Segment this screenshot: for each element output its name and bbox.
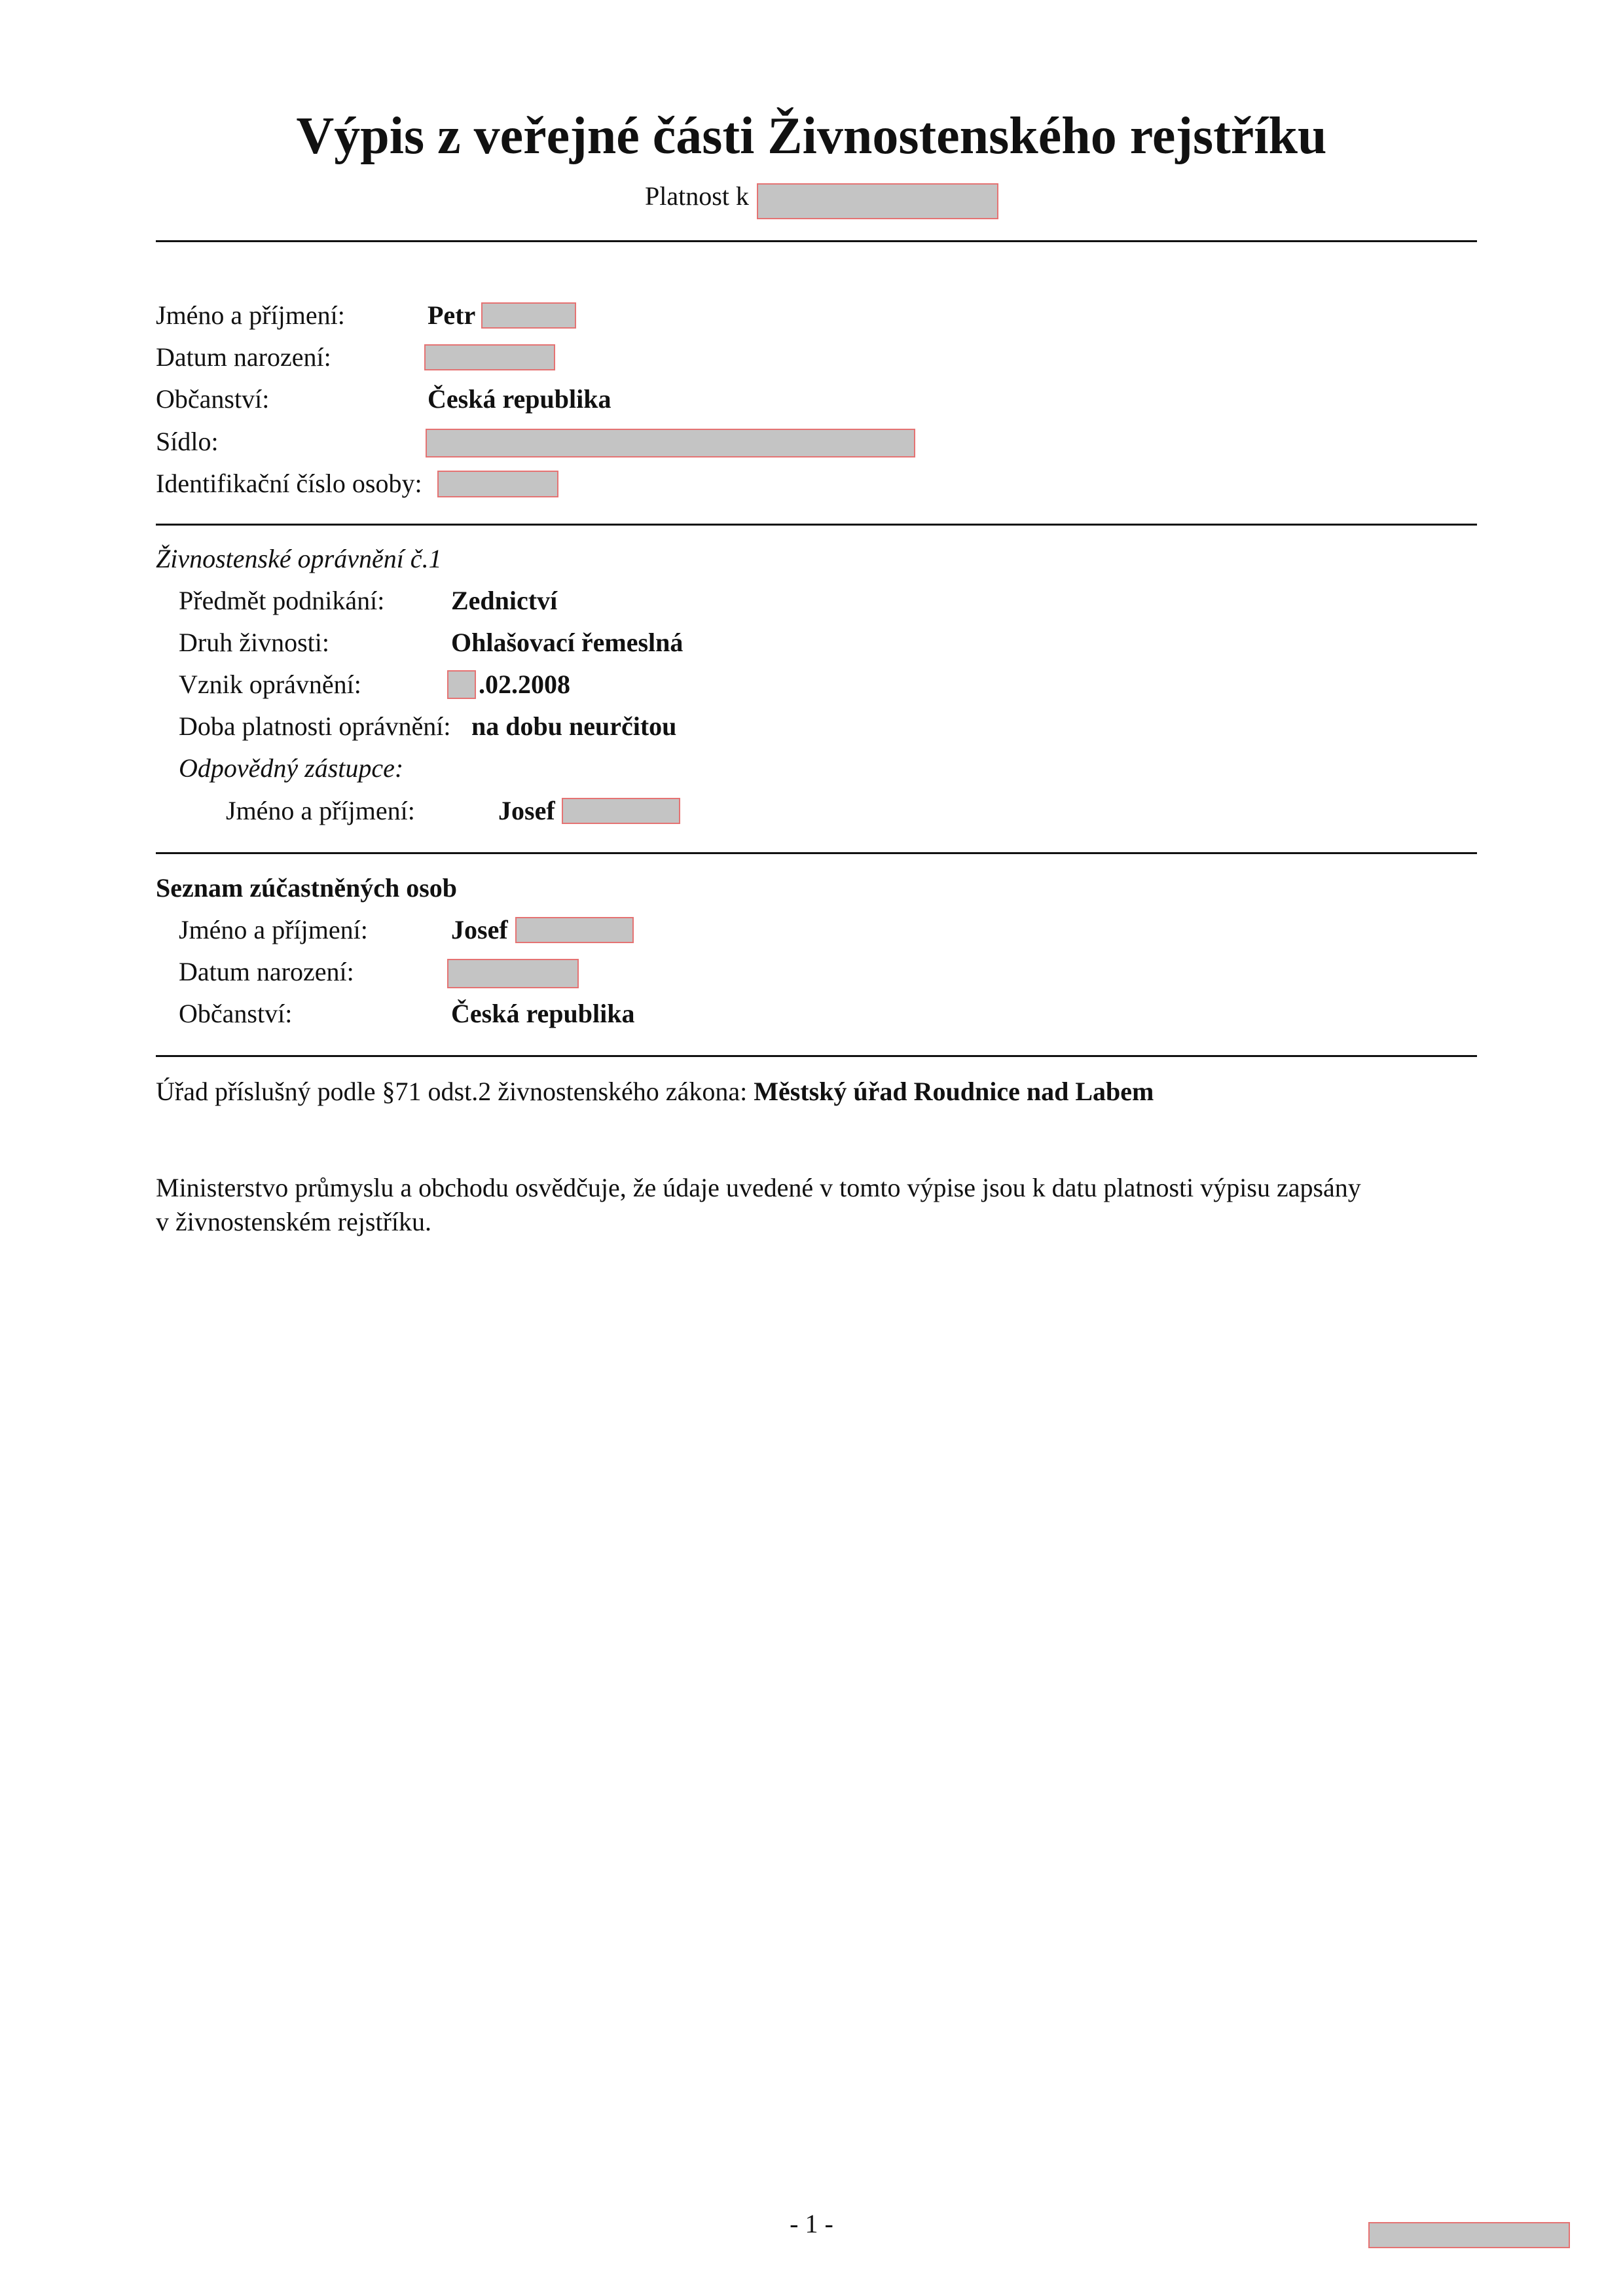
- duration-value: na dobu neurčitou: [471, 711, 677, 741]
- license-heading: Živnostenské oprávnění č.1: [156, 544, 442, 573]
- page-number: - 1 -: [790, 2209, 833, 2238]
- redacted-birth-date: [424, 344, 555, 370]
- person-citizenship-value: Česká republika: [428, 384, 611, 414]
- participant-name-label: Jméno a příjmení:: [179, 915, 368, 944]
- redacted-participant-surname: [515, 917, 634, 943]
- redacted-footer-stamp: [1368, 2222, 1570, 2248]
- participant-citizenship-value: Česká republika: [451, 999, 635, 1028]
- duration-label: Doba platnosti oprávnění:: [179, 711, 451, 741]
- redacted-seat: [426, 429, 915, 457]
- certification-line-1: Ministerstvo průmyslu a obchodu osvědčuje, že údaje uvedené v tomto výpise jsou k datu platnosti výpisu zapsány: [156, 1173, 1361, 1202]
- divider: [156, 852, 1477, 854]
- validity-label: Platnost k: [645, 181, 749, 211]
- person-citizenship-label: Občanství:: [156, 384, 270, 414]
- rep-name-label: Jméno a příjmení:: [226, 796, 415, 825]
- participant-name-value: Josef: [451, 915, 508, 944]
- rep-name-value: Josef: [498, 796, 555, 825]
- subject-value: Zednictví: [451, 586, 558, 615]
- type-label: Druh živnosti:: [179, 628, 329, 657]
- redacted-participant-birth: [447, 959, 579, 988]
- redacted-rep-surname: [562, 798, 680, 824]
- origin-label: Vznik oprávnění:: [179, 670, 361, 699]
- certification-line-2: v živnostenském rejstříku.: [156, 1207, 432, 1236]
- divider: [156, 1055, 1477, 1057]
- redacted-validity-date: [757, 183, 998, 219]
- type-value: Ohlašovací řemeslná: [451, 628, 684, 657]
- person-name-label: Jméno a příjmení:: [156, 300, 345, 330]
- divider: [156, 524, 1477, 526]
- participant-birth-label: Datum narození:: [179, 957, 354, 986]
- redacted-surname: [481, 302, 576, 329]
- redacted-origin-day: [447, 670, 476, 699]
- person-birth-label: Datum narození:: [156, 342, 331, 372]
- office-label: Úřad příslušný podle §71 odst.2 živnostenského zákona:: [156, 1077, 748, 1106]
- person-seat-label: Sídlo:: [156, 427, 219, 456]
- origin-value: .02.2008: [479, 670, 570, 699]
- person-id-label: Identifikační číslo osoby:: [156, 469, 422, 498]
- divider: [156, 240, 1477, 242]
- person-name-value: Petr: [428, 300, 476, 330]
- redacted-id: [437, 471, 558, 497]
- representative-heading: Odpovědný zástupce:: [179, 753, 404, 783]
- document-title: Výpis z veřejné části Živnostenského rejstříku: [296, 107, 1327, 165]
- office-line: [156, 1079, 1154, 1105]
- participants-heading: Seznam zúčastněných osob: [156, 873, 458, 903]
- participant-citizenship-label: Občanství:: [179, 999, 293, 1028]
- office-value: Městský úřad Roudnice nad Labem: [754, 1077, 1154, 1106]
- subject-label: Předmět podnikání:: [179, 586, 385, 615]
